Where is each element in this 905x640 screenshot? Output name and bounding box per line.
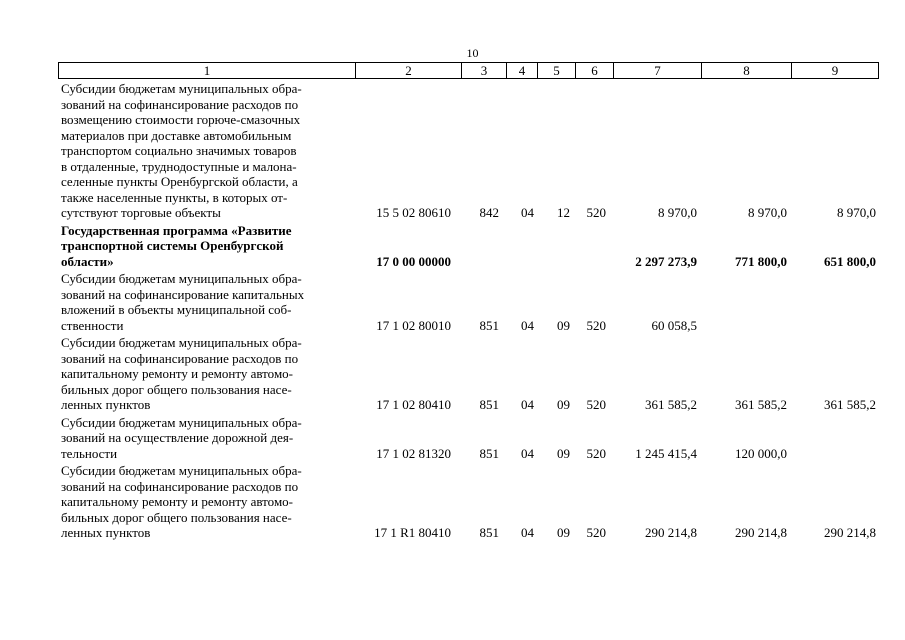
- table-row: [58, 463, 878, 543]
- table-row: [58, 271, 878, 335]
- row-col-3: 842: [479, 205, 499, 220]
- table-row: [58, 335, 878, 415]
- row-col-7: 2 297 273,9: [635, 253, 697, 269]
- column-header-8: 8: [702, 63, 792, 79]
- column-header-3: 3: [462, 63, 507, 79]
- row-description: [58, 335, 355, 415]
- row-code: 17 1 02 80010: [376, 317, 451, 333]
- row-col-6: 520: [586, 445, 606, 461]
- row-description: [58, 271, 355, 335]
- row-col-8: [701, 271, 791, 335]
- row-description-line: также населенные пункты, в которых от-: [61, 189, 288, 205]
- row-description-line: Субсидии бюджетам муниципальных обра-: [61, 81, 302, 96]
- row-col-5: 09: [557, 525, 570, 540]
- row-col-3: 851: [479, 525, 499, 540]
- row-col-4: [506, 223, 537, 272]
- row-col-5: 09: [557, 317, 570, 333]
- row-code: 17 1 02 81320: [376, 445, 451, 461]
- table-row: [58, 223, 878, 272]
- row-description-line: вложений в объекты муниципальной соб-: [61, 302, 292, 317]
- row-description-line: бильных дорог общего пользования насе-: [61, 509, 292, 525]
- row-col-3: 851: [479, 397, 499, 412]
- row-description-line: зований на софинансирование капитальных: [61, 286, 305, 302]
- row-col-8: 8 970,0: [748, 205, 787, 220]
- row-col-4: 04: [521, 445, 534, 461]
- row-description-line: капитальному ремонту и ремонту автомо-: [61, 494, 293, 509]
- row-col-7: 1 245 415,4: [635, 445, 697, 461]
- page-number: 10: [466, 46, 479, 60]
- row-description-line: ленных пунктов: [61, 397, 151, 412]
- row-code: 17 1 R1 80410: [374, 525, 451, 540]
- row-description-line: капитальному ремонту и ремонту автомо-: [61, 366, 293, 381]
- row-description-line: селенные пункты Оренбургской области, а: [61, 174, 298, 189]
- row-col-3: [461, 223, 506, 272]
- row-description-line: Субсидии бюджетам муниципальных обра-: [61, 414, 302, 430]
- column-header-7: 7: [614, 63, 702, 79]
- row-col-3: 851: [479, 445, 499, 461]
- row-col-4: 04: [521, 525, 534, 540]
- row-code: 17 1 02 80410: [376, 397, 451, 412]
- row-col-7: 361 585,2: [645, 397, 697, 412]
- row-description-line: Государственная программа «Развитие: [61, 222, 292, 238]
- budget-table-body: [58, 81, 878, 543]
- row-description-line: транспортной системы Оренбургской: [61, 238, 284, 253]
- row-col-7: 60 058,5: [651, 317, 697, 333]
- row-col-5: 12: [557, 205, 570, 220]
- row-description: [58, 223, 355, 272]
- row-description-line: Субсидии бюджетам муниципальных обра-: [61, 271, 302, 286]
- row-col-6: 520: [586, 317, 606, 333]
- row-col-4: 04: [521, 397, 534, 412]
- row-code: 15 5 02 80610: [376, 205, 451, 220]
- row-description: [58, 463, 355, 543]
- row-description-line: возмещению стоимости горюче-смазочных: [61, 112, 301, 127]
- row-col-8: 290 214,8: [735, 525, 787, 540]
- column-header-1: 1: [59, 63, 356, 79]
- row-description-line: Субсидии бюджетам муниципальных обра-: [61, 463, 302, 478]
- row-col-9: 8 970,0: [837, 205, 876, 220]
- row-code: 17 0 00 00000: [376, 253, 451, 269]
- budget-table: [58, 81, 878, 543]
- column-header-9: 9: [792, 63, 879, 79]
- column-header-6: 6: [576, 63, 614, 79]
- row-description-line: в отдаленные, труднодоступные и малона-: [61, 158, 297, 174]
- row-col-5: [537, 223, 575, 272]
- row-col-6: 520: [586, 397, 606, 412]
- column-header-table: [58, 62, 879, 79]
- column-header-2: 2: [356, 63, 462, 79]
- row-description: [58, 81, 355, 223]
- row-col-8: 361 585,2: [735, 397, 787, 412]
- row-col-8: 771 800,0: [735, 253, 787, 269]
- row-description-line: материалов при доставке автомобильным: [61, 127, 292, 143]
- row-description-line: ленных пунктов: [61, 525, 151, 540]
- row-description-line: зований на софинансирование расходов по: [61, 350, 299, 366]
- row-col-3: 851: [479, 317, 499, 333]
- row-col-7: 8 970,0: [658, 205, 697, 220]
- row-col-7: 290 214,8: [645, 525, 697, 540]
- row-col-6: [575, 223, 613, 272]
- column-header-row: [59, 63, 879, 79]
- column-header-4: 4: [507, 63, 538, 79]
- row-col-9: 361 585,2: [824, 397, 876, 412]
- row-col-9: [791, 415, 878, 464]
- row-description-line: ственности: [61, 317, 124, 333]
- row-col-4: 04: [521, 317, 534, 333]
- row-description-line: транспортом социально значимых товаров: [61, 143, 297, 158]
- row-col-9: [791, 271, 878, 335]
- row-description-line: тельности: [61, 445, 118, 461]
- row-description-line: бильных дорог общего пользования насе-: [61, 381, 292, 397]
- row-description-line: области»: [61, 253, 114, 269]
- row-col-9: 290 214,8: [824, 525, 876, 540]
- table-row: [58, 81, 878, 223]
- row-col-6: 520: [586, 525, 606, 540]
- table-row: [58, 415, 878, 464]
- row-col-6: 520: [586, 205, 606, 220]
- row-description-line: зований на софинансирование расходов по: [61, 478, 299, 494]
- column-header-5: 5: [538, 63, 576, 79]
- row-description-line: зований на софинансирование расходов по: [61, 96, 299, 112]
- row-description-line: сутствуют торговые объекты: [61, 205, 221, 220]
- row-description: [58, 415, 355, 464]
- row-description-line: зований на осуществление дорожной дея-: [61, 430, 294, 445]
- row-col-9: 651 800,0: [824, 253, 876, 269]
- row-col-4: 04: [521, 205, 534, 220]
- row-col-8: 120 000,0: [735, 445, 787, 461]
- row-description-line: Субсидии бюджетам муниципальных обра-: [61, 335, 302, 350]
- row-col-5: 09: [557, 397, 570, 412]
- row-col-5: 09: [557, 445, 570, 461]
